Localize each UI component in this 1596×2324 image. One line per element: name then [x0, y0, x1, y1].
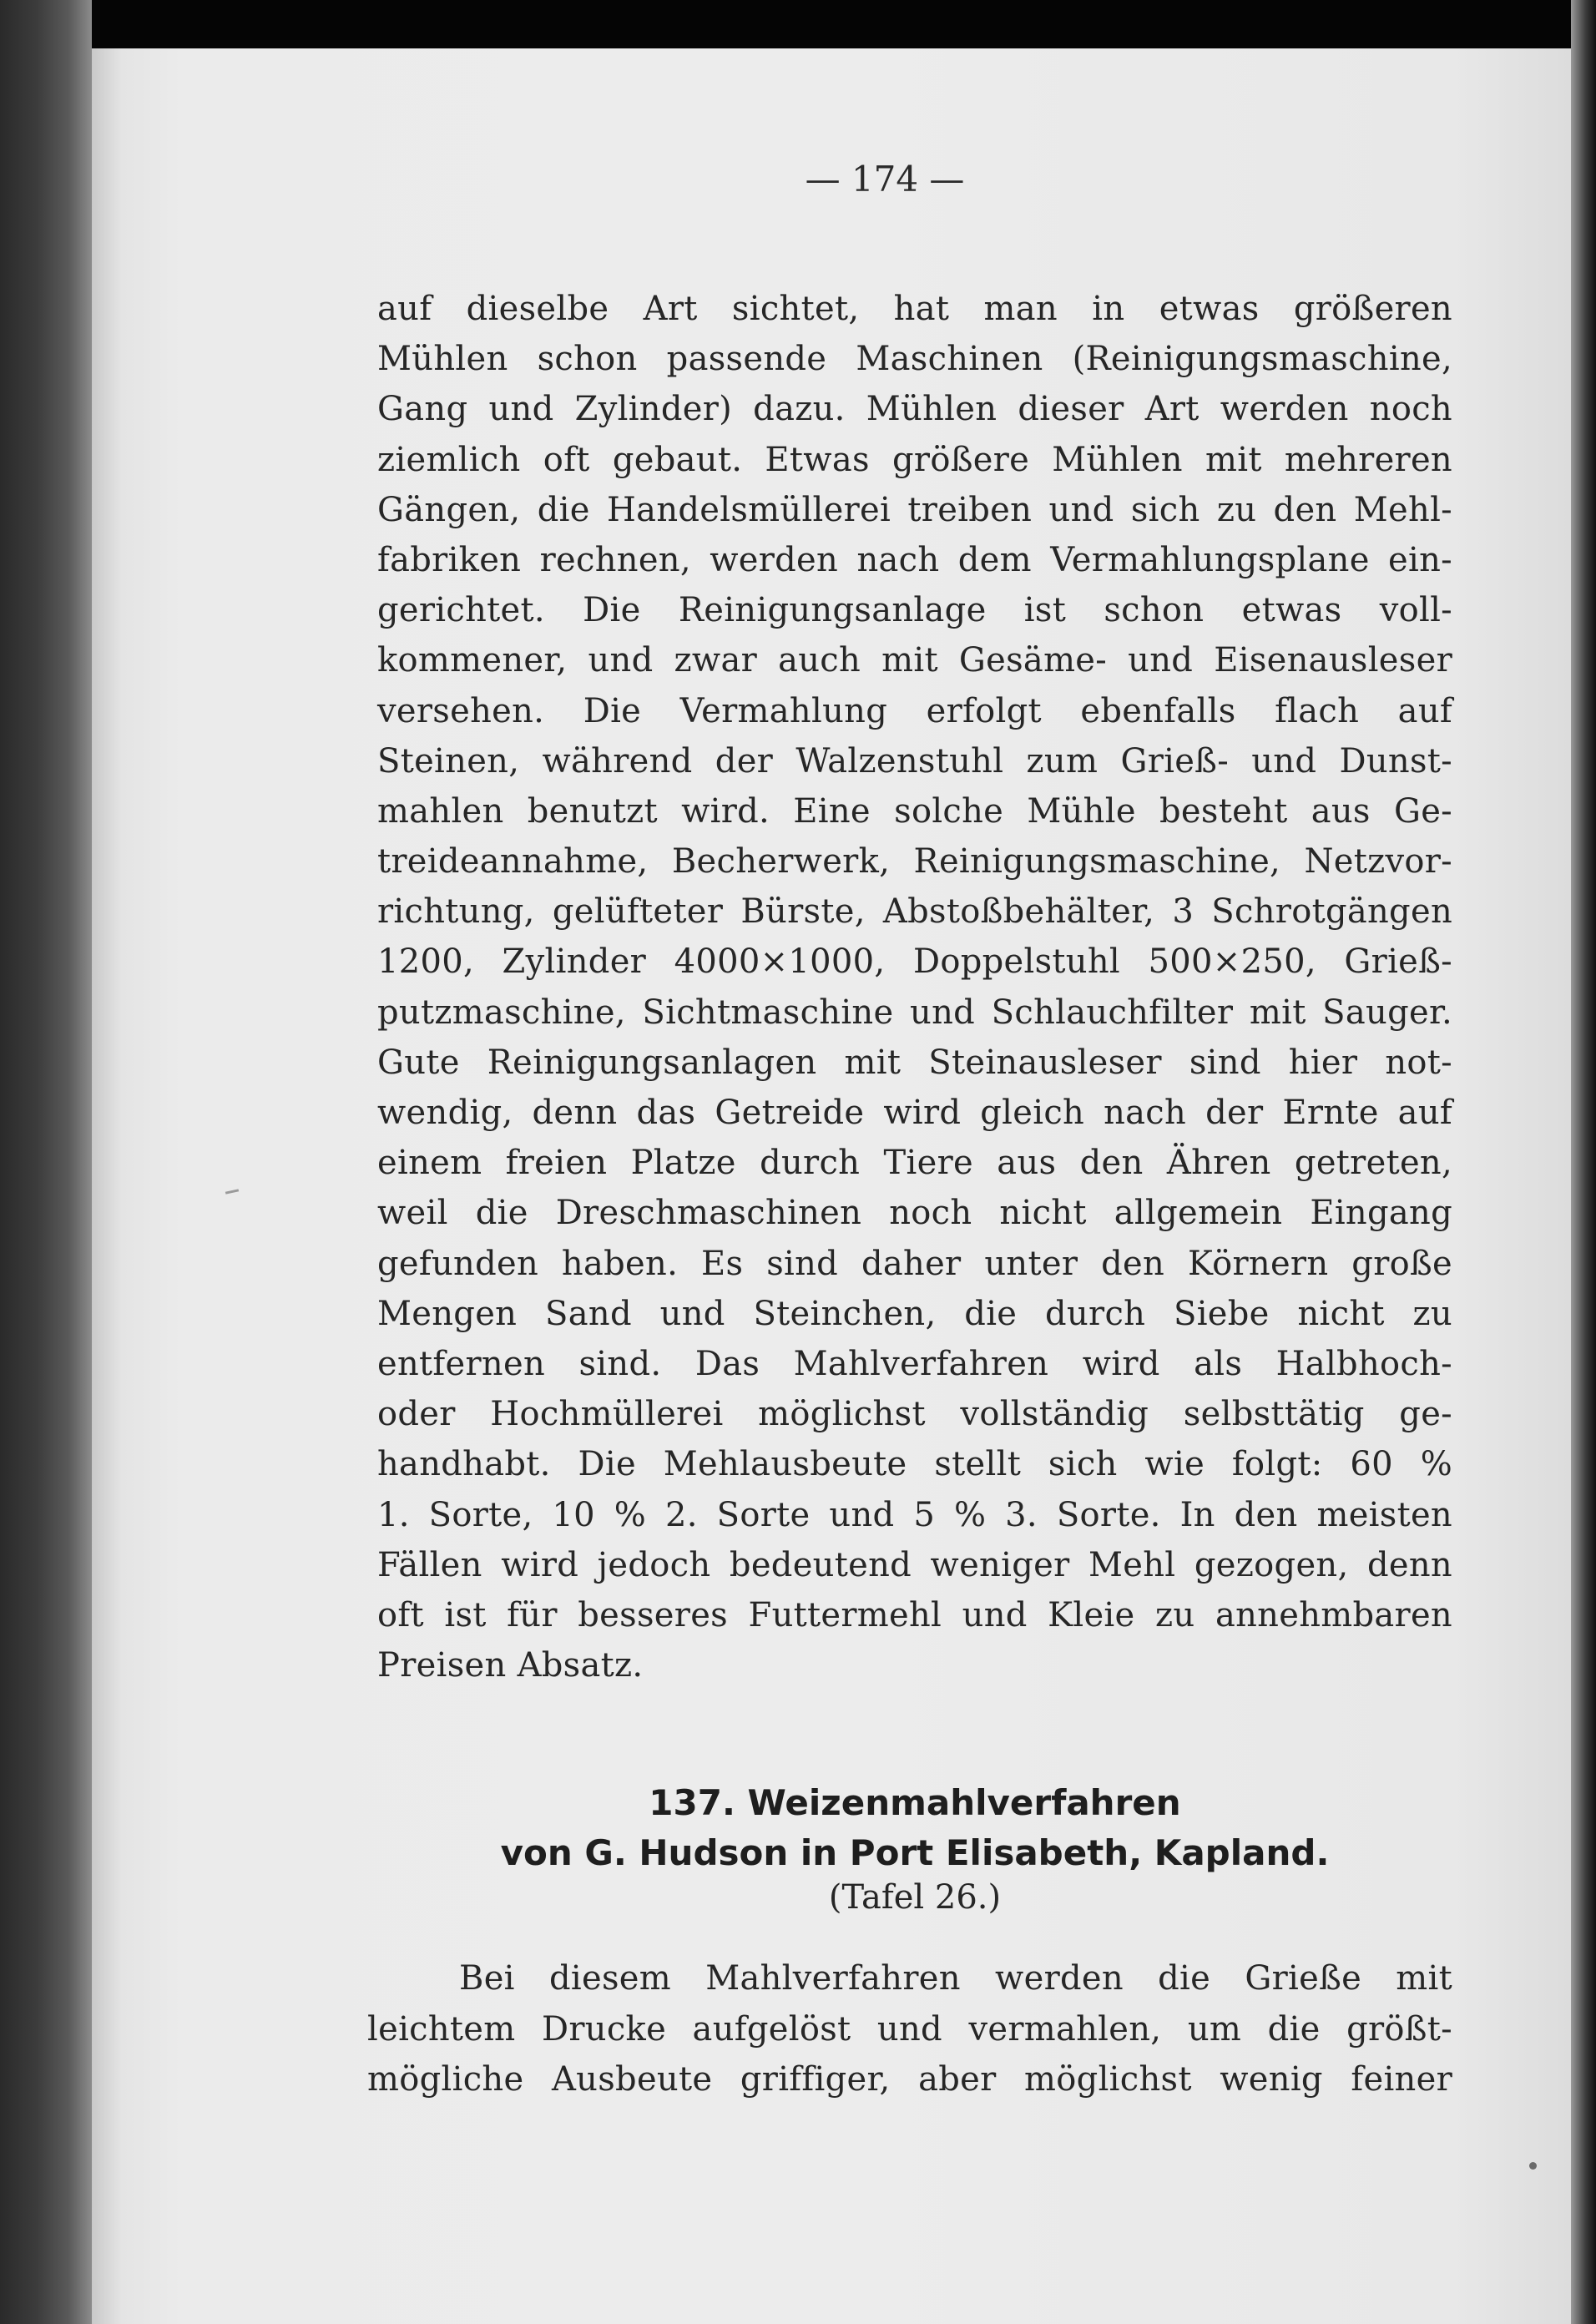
text-line: Gängen, die Handelsmüllerei treiben und sich zu den Mehl-	[377, 490, 1452, 529]
text-line: Gute Reinigungsanlagen mit Steinausleser sind hier not-	[377, 1043, 1452, 1082]
text-line: versehen. Die Vermahlung erfolgt ebenfalls flach auf	[377, 691, 1452, 730]
section-title: 137. Weizenmahlverfahren	[649, 1782, 1181, 1823]
scan-right-border	[1571, 0, 1596, 2324]
text-line: wendig, denn das Getreide wird gleich nach der Ernte auf	[377, 1094, 1452, 1132]
text-line: weil die Dreschmaschinen noch nicht allgemein Eingang	[377, 1194, 1452, 1233]
text-line: treideannahme, Becherwerk, Reinigungsmaschine, Netzvor-	[377, 842, 1452, 882]
text-line: gerichtet. Die Reinigungsanlage ist schon etwas voll-	[377, 591, 1452, 630]
text-line: 1200, Zylinder 4000×1000, Doppelstuhl 500×250, Grieß-	[377, 942, 1452, 982]
text-line: ziemlich oft gebaut. Etwas größere Mühlen mit mehreren	[377, 440, 1452, 479]
paragraph-2	[367, 1953, 1452, 2105]
text-line: gefunden haben. Es sind daher unter den Körnern große	[377, 1244, 1452, 1283]
text-line: oft ist für besseres Futtermehl und Kleie zu annehmbaren	[377, 1595, 1452, 1634]
paper-speck	[1529, 2162, 1537, 2170]
text-line: fabriken rechnen, werden nach dem Vermahlungsplane ein-	[377, 540, 1452, 579]
text-line: Steinen, während der Walzenstuhl zum Grieß- und Dunst-	[377, 741, 1452, 781]
text-line: Mengen Sand und Steinchen, die durch Siebe nicht zu	[377, 1294, 1452, 1333]
text-line: Mühlen schon passende Maschinen (Reinigungsmaschine,	[377, 340, 1452, 379]
text-line: einem freien Platze durch Tiere aus den Ähren getreten,	[377, 1144, 1452, 1183]
section-subtitle: von G. Hudson in Port Elisabeth, Kapland.	[500, 1832, 1330, 1873]
text-line: entfernen sind. Das Mahlverfahren wird als Halbhoch-	[377, 1344, 1452, 1383]
text-line: leichtem Drucke aufgelöst und vermahlen, um die größt-	[367, 2009, 1452, 2049]
section-heading	[377, 1778, 1452, 1878]
text-line: richtung, gelüfteter Bürste, Abstoßbehälter, 3 Schrotgängen	[377, 892, 1452, 932]
plate-reference: (Tafel 26.)	[828, 1878, 1002, 1917]
text-line: handhabt. Die Mehlausbeute stellt sich wie folgt: 60 %	[377, 1445, 1452, 1484]
text-line: Preisen Absatz.	[377, 1646, 644, 1685]
text-line: Bei diesem Mahlverfahren werden die Grieße mit	[459, 1959, 1452, 1998]
page-number: — 174 —	[805, 159, 965, 200]
text-line: 1. Sorte, 10 % 2. Sorte und 5 % 3. Sorte. In den meisten	[377, 1495, 1452, 1534]
text-line: oder Hochmüllerei möglichst vollständig selbsttätig ge-	[377, 1395, 1452, 1434]
text-line: Fällen wird jedoch bedeutend weniger Mehl gezogen, denn	[377, 1545, 1452, 1584]
text-line: mahlen benutzt wird. Eine solche Mühle besteht aus Ge-	[377, 791, 1452, 831]
text-line: Gang und Zylinder) dazu. Mühlen dieser Art werden noch	[377, 390, 1452, 429]
text-line: mögliche Ausbeute griffiger, aber möglichst wenig feiner	[367, 2060, 1452, 2099]
book-binding-edge	[0, 0, 92, 2324]
text-line: putzmaschine, Sichtmaschine und Schlauchfilter mit Sauger.	[377, 993, 1452, 1032]
text-line: kommener, und zwar auch mit Gesäme- und Eisenausleser	[377, 641, 1452, 680]
text-line: auf dieselbe Art sichtet, hat man in etwas größeren	[377, 290, 1452, 328]
margin-mark	[225, 1189, 239, 1194]
paragraph-1	[377, 284, 1452, 1690]
